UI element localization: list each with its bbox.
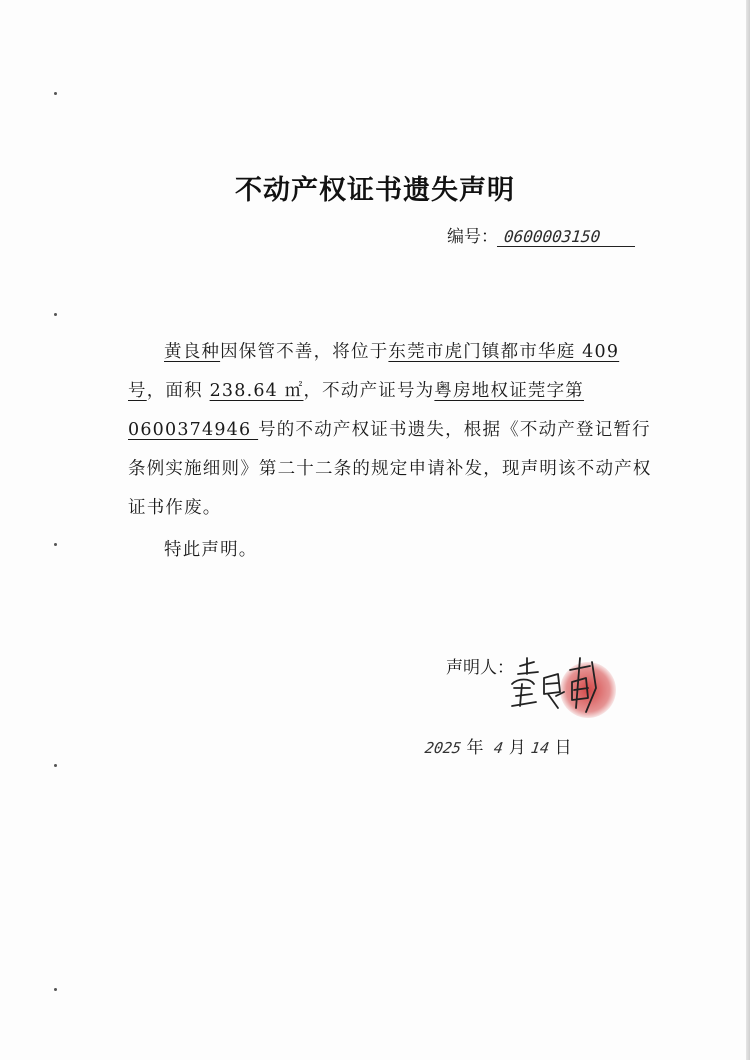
declaration-date [425, 733, 572, 758]
body-text-3: ，不动产证号为 [303, 381, 435, 401]
serial-value: 0600003150 [497, 227, 637, 247]
date-month-unit: 月 [508, 738, 526, 758]
closing-statement: 特此声明。 [164, 540, 258, 560]
binding-mark [54, 764, 57, 767]
binding-mark [54, 92, 57, 95]
signer-label: 声明人： [446, 658, 514, 678]
body-text-2: ，面积 [146, 381, 210, 401]
serial-number [447, 222, 636, 247]
property-area: 238.64 ㎡ [209, 381, 304, 401]
declaration-body [128, 333, 652, 528]
page-edge [746, 0, 750, 1060]
serial-label: 编号： [447, 227, 498, 247]
certificate-prefix: 粤房地权证莞字第 [434, 381, 584, 401]
date-day-unit: 日 [554, 738, 572, 758]
handwritten-signature [500, 648, 610, 718]
binding-mark [54, 313, 57, 316]
body-text-4: 号的不动产权证书遗失，根据《不动产登记暂行条例实施细则》第二十二条的规定申请补发，现声明该不动产权证书作废。 [128, 420, 652, 518]
owner-name: 黄良种 [164, 342, 221, 362]
date-day: 14 [529, 739, 551, 757]
certificate-number: 0600374946 [128, 420, 259, 440]
date-year-unit: 年 [466, 738, 484, 758]
binding-mark [54, 543, 57, 546]
property-address-suffix: 号 [128, 381, 147, 401]
date-month: 4 [493, 739, 505, 757]
date-year: 2025 [423, 739, 463, 757]
body-text-1: 因保管不善，将位于 [220, 342, 389, 362]
binding-mark [54, 988, 57, 991]
document-title: 不动产权证书遗失声明 [235, 175, 515, 206]
property-address: 东莞市虎门镇都市华庭 409 [388, 342, 620, 362]
